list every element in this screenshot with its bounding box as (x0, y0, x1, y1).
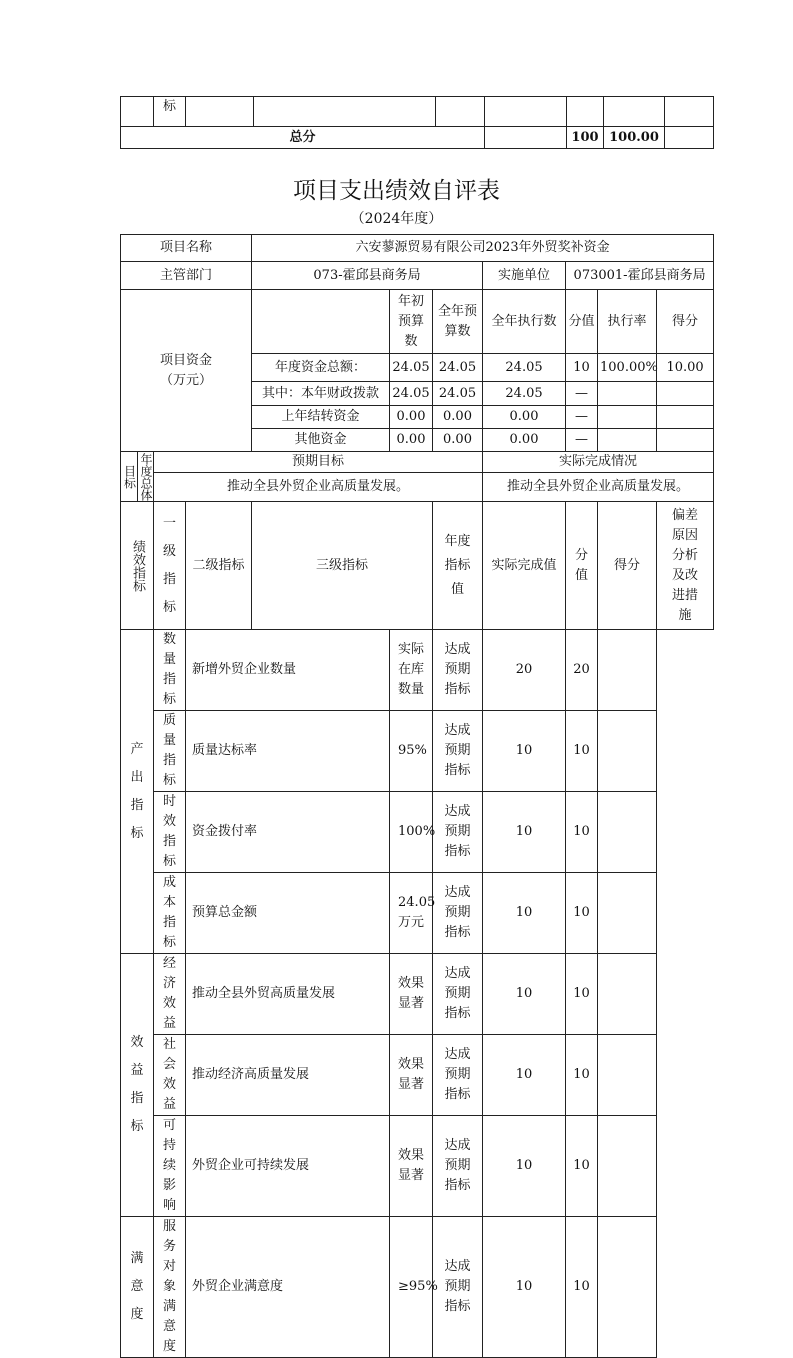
level3-indicator: 资金拨付率 (186, 792, 390, 873)
target-value: 效果显著 (390, 954, 433, 1035)
header: 分值 (566, 502, 598, 630)
previous-table-fragment (120, 96, 714, 149)
deviation-analysis (598, 954, 657, 1035)
implementing-unit: 073001-霍邱县商务局 (566, 262, 714, 290)
project-name-row (121, 235, 714, 262)
cell: — (566, 406, 598, 429)
points: 10 (483, 792, 566, 873)
level1-indicator: 效益指标 (130, 1035, 144, 1134)
goals-row (121, 473, 714, 502)
cell: 0.00 (483, 406, 566, 429)
total-row (121, 127, 714, 149)
points: 10 (483, 954, 566, 1035)
cell: 10.00 (657, 354, 714, 382)
level2-indicator: 时效指标 (154, 792, 186, 873)
page-subtitle: （2024年度） (350, 211, 443, 227)
goals-header-row (121, 452, 714, 473)
header: 得分 (598, 502, 657, 630)
target-value: 95% (390, 711, 433, 792)
label: 实施单位 (483, 262, 566, 290)
label: 项目名称 (121, 235, 252, 262)
header: 全年预算数 (433, 290, 483, 354)
actual-value: 达成预期指标 (433, 1116, 483, 1217)
actual-value: 达成预期指标 (433, 873, 483, 954)
cell: 标 (154, 97, 186, 127)
points: 20 (483, 630, 566, 711)
goal-label: 目标 (122, 464, 137, 489)
level3-indicator: 质量达标率 (186, 711, 390, 792)
total-label: 总分 (121, 127, 485, 149)
deviation-analysis (598, 1035, 657, 1116)
level2-indicator: 成本指标 (154, 873, 186, 954)
cell: 0.00 (390, 429, 433, 452)
total-score: 100.00 (604, 127, 665, 149)
level2-indicator: 质量指标 (154, 711, 186, 792)
cell: 24.05 (483, 382, 566, 406)
table-row (121, 97, 714, 127)
indicator-header-row (121, 502, 714, 630)
level3-indicator: 外贸企业满意度 (186, 1217, 390, 1358)
funds-header-row (121, 290, 714, 354)
indicator-row (121, 1217, 714, 1358)
level1-indicator: 产出指标 (130, 741, 144, 841)
score: 10 (566, 711, 598, 792)
points: 10 (483, 1035, 566, 1116)
actual-value: 达成预期指标 (433, 1035, 483, 1116)
deviation-analysis (598, 1116, 657, 1217)
header: 年初预算数 (390, 290, 433, 354)
level3-indicator: 推动经济高质量发展 (186, 1035, 390, 1116)
deviation-analysis (598, 873, 657, 954)
actual-value: 达成预期指标 (433, 954, 483, 1035)
indicator-row (121, 1035, 714, 1116)
cell: 24.05 (483, 354, 566, 382)
cell (657, 429, 714, 452)
project-name: 六安蓼源贸易有限公司2023年外贸奖补资金 (252, 235, 714, 262)
level2-indicator: 数量指标 (154, 630, 186, 711)
level1-indicator: 满意度 (130, 1251, 144, 1322)
score: 10 (566, 1217, 598, 1358)
cell: — (566, 382, 598, 406)
points: 10 (483, 873, 566, 954)
cell: 100.00% (598, 354, 657, 382)
points: 10 (483, 1116, 566, 1217)
actual-goal: 推动全县外贸企业高质量发展。 (483, 473, 714, 502)
indicator-row (121, 711, 714, 792)
cell: 其中：本年财政拨款 (252, 382, 390, 406)
cell: 0.00 (433, 429, 483, 452)
target-value: ≥95% (390, 1217, 433, 1358)
score: 10 (566, 1035, 598, 1116)
header: 全年执行数 (483, 290, 566, 354)
total-points: 100 (567, 127, 604, 149)
score: 10 (566, 792, 598, 873)
header: 得分 (657, 290, 714, 354)
points: 10 (483, 1217, 566, 1358)
header: 二级指标 (186, 502, 252, 630)
cell: 24.05 (390, 354, 433, 382)
indicator-row (121, 792, 714, 873)
level2-indicator: 服务对象满意度 (154, 1217, 186, 1358)
deviation-analysis (598, 630, 657, 711)
score: 10 (566, 873, 598, 954)
deviation-analysis (598, 1217, 657, 1358)
indicator-rows (121, 630, 714, 1358)
department: 073-霍邱县商务局 (252, 262, 483, 290)
target-value: 效果显著 (390, 1116, 433, 1217)
indicators-label: 绩效指标 (130, 539, 145, 592)
target-value: 效果显著 (390, 1035, 433, 1116)
expected-goal: 推动全县外贸企业高质量发展。 (154, 473, 483, 502)
cell (598, 382, 657, 406)
level2-indicator: 经济效益 (154, 954, 186, 1035)
level3-indicator: 新增外贸企业数量 (186, 630, 390, 711)
cell: 24.05 (433, 382, 483, 406)
score: 20 (566, 630, 598, 711)
deviation-analysis (598, 711, 657, 792)
points: 10 (483, 711, 566, 792)
actual-value: 达成预期指标 (433, 630, 483, 711)
cell: 0.00 (433, 406, 483, 429)
header: 预期目标 (154, 452, 483, 473)
self-evaluation-table (120, 234, 714, 1358)
level3-indicator: 推动全县外贸高质量发展 (186, 954, 390, 1035)
indicator-row (121, 873, 714, 954)
score: 10 (566, 1116, 598, 1217)
target-value: 100% (390, 792, 433, 873)
cell: 10 (566, 354, 598, 382)
label: 主管部门 (121, 262, 252, 290)
header: 实际完成值 (483, 502, 566, 630)
level3-indicator: 预算总金额 (186, 873, 390, 954)
department-row (121, 262, 714, 290)
cell (657, 406, 714, 429)
header: 一级指标 (154, 502, 186, 630)
page-title: 项目支出绩效自评表 (293, 178, 500, 204)
level2-indicator: 可持续影响 (154, 1116, 186, 1217)
deviation-analysis (598, 792, 657, 873)
level3-indicator: 外贸企业可持续发展 (186, 1116, 390, 1217)
cell: 其他资金 (252, 429, 390, 452)
cell: 24.05 (390, 382, 433, 406)
header: 实际完成情况 (483, 452, 714, 473)
indicator-row (121, 954, 714, 1035)
cell: 24.05 (433, 354, 483, 382)
header: 三级指标 (252, 502, 433, 630)
cell (598, 429, 657, 452)
target-value: 实际在库数量 (390, 630, 433, 711)
header: 执行率 (598, 290, 657, 354)
actual-value: 达成预期指标 (433, 1217, 483, 1358)
level2-indicator: 社会效益 (154, 1035, 186, 1116)
cell: 年度资金总额： (252, 354, 390, 382)
indicator-row (121, 1116, 714, 1217)
cell: — (566, 429, 598, 452)
header: 偏差原因分析及改进措施 (657, 502, 714, 630)
cell (657, 382, 714, 406)
cell: 0.00 (390, 406, 433, 429)
cell: 0.00 (483, 429, 566, 452)
cell: 上年结转资金 (252, 406, 390, 429)
actual-value: 达成预期指标 (433, 711, 483, 792)
funds-label: 项目资金（万元） (121, 290, 252, 452)
score: 10 (566, 954, 598, 1035)
header: 年度指标值 (433, 502, 483, 630)
header: 分值 (566, 290, 598, 354)
indicator-row (121, 630, 714, 711)
annual-overall-label: 年度总体 (137, 452, 154, 501)
actual-value: 达成预期指标 (433, 792, 483, 873)
target-value: 24.05万元 (390, 873, 433, 954)
cell (598, 406, 657, 429)
